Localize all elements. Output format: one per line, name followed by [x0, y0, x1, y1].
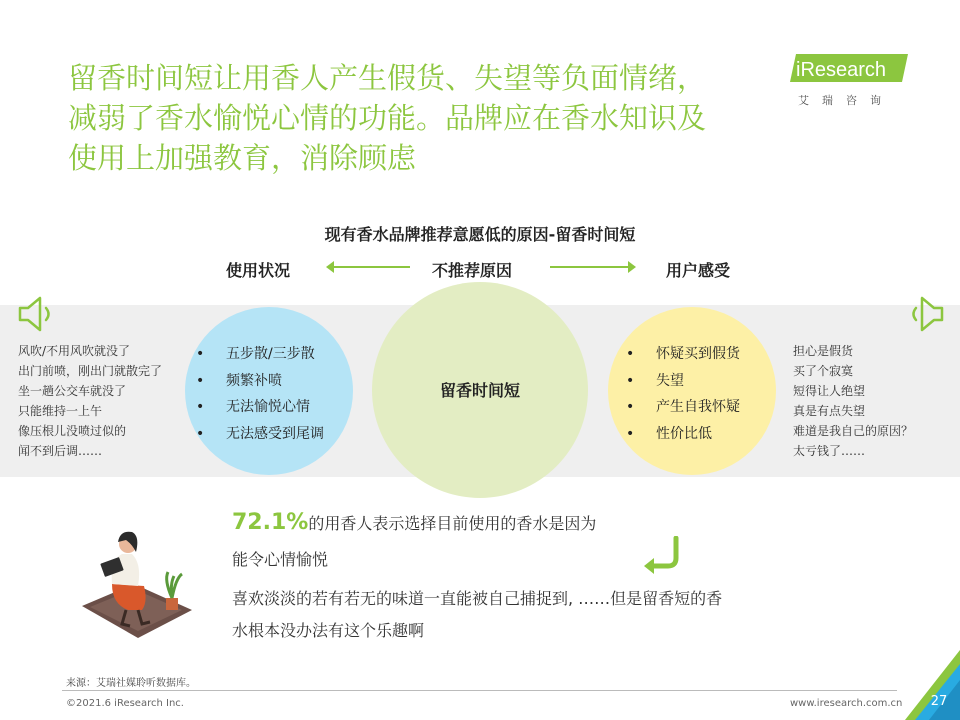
feeling-item: • 性价比低	[626, 421, 740, 448]
stat-text	[232, 510, 596, 535]
quote-line: 风吹/不用风吹就没了	[18, 344, 131, 358]
feeling-quotes	[793, 341, 913, 461]
column-heading-reason: 不推荐原因	[432, 261, 513, 280]
quote-line: 短得让人绝望	[793, 384, 866, 398]
quote-line: 只能维持一上午	[18, 404, 103, 418]
feeling-item: • 产生自我怀疑	[626, 394, 740, 421]
woman-reading-illustration	[72, 514, 202, 644]
title-line-2: 减弱了香水愉悦心情的功能。品牌应在香水知识及	[68, 101, 707, 135]
quote-line: 闻不到后调……	[18, 444, 103, 458]
logo-subtitle: 艾瑞咨询	[798, 94, 894, 107]
user-quote-line-2: 水根本没办法有这个乐趣啊	[232, 621, 425, 640]
usage-quotes	[18, 341, 162, 461]
copyright: ©2021.6 iResearch Inc.	[66, 698, 184, 709]
quote-line: 难道是我自己的原因？	[793, 424, 914, 438]
speaker-right-icon	[902, 294, 946, 334]
quote-line: 出门前喷，刚出门就散完了	[18, 364, 163, 378]
title-line-1: 留香时间短让用香人产生假货、失望等负面情绪，	[68, 61, 707, 95]
stat-description-line-2: 能令心情愉悦	[232, 550, 329, 569]
center-label: 留香时间短	[439, 381, 520, 400]
feeling-item: • 怀疑买到假货	[626, 341, 740, 368]
page-title	[68, 58, 788, 178]
source-note: 来源：艾瑞社媒聆听数据库。	[66, 678, 196, 689]
quote-line: 真是有点失望	[793, 404, 866, 418]
footer-divider	[62, 690, 897, 691]
iresearch-logo	[790, 52, 920, 112]
speaker-left-icon	[16, 294, 60, 334]
quote-line: 太亏钱了……	[793, 444, 866, 458]
page-number: 27	[930, 694, 948, 709]
feeling-item: • 失望	[626, 368, 740, 395]
quote-line: 担心是假货	[793, 344, 854, 358]
stat-description: 的用香人表示选择目前使用的香水是因为	[308, 514, 597, 533]
quote-line: 坐一趟公交车就没了	[18, 384, 127, 398]
user-quote-line-1: 喜欢淡淡的若有若无的味道一直能被自己捕捉到, ……但是留香短的香	[232, 589, 723, 608]
diagram-title: 现有香水品牌推荐意愿低的原因-留香时间短	[324, 225, 636, 244]
usage-item: • 无法愉悦心情	[196, 394, 324, 421]
column-heading-feeling: 用户感受	[666, 261, 731, 280]
usage-list	[196, 341, 324, 447]
feeling-list	[626, 341, 740, 447]
usage-item: • 频繁补喷	[196, 368, 324, 395]
corner-decoration	[905, 650, 960, 720]
return-arrow-icon	[642, 536, 682, 576]
logo-brand-text: iResearch	[796, 59, 887, 81]
iresearch-logo-icon	[790, 52, 908, 86]
usage-item: • 无法感受到尾调	[196, 421, 324, 448]
title-line-3: 使用上加强教育，消除顾虑	[68, 141, 417, 175]
quote-line: 像压根儿没喷过似的	[18, 424, 127, 438]
quote-line: 买了个寂寞	[793, 364, 854, 378]
usage-item: • 五步散/三步散	[196, 341, 324, 368]
arrow-left-icon	[328, 266, 410, 268]
arrow-right-icon	[550, 266, 634, 268]
website-url: www.iresearch.com.cn	[790, 698, 903, 709]
column-heading-usage: 使用状况	[226, 261, 291, 280]
stat-value: 72.1%	[232, 510, 309, 535]
